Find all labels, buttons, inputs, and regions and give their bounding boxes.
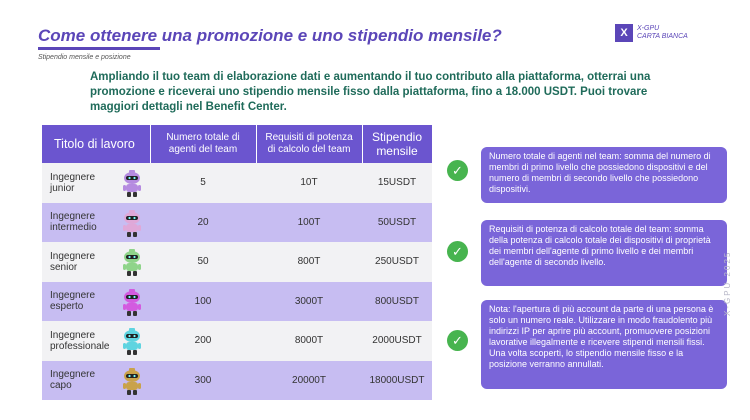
power-cell: 10T	[256, 163, 362, 203]
job-title-label: Ingegnere senior	[50, 250, 96, 273]
job-title-cell	[42, 321, 150, 361]
job-title-cell	[42, 203, 150, 243]
agents-cell: 300	[150, 361, 256, 401]
table-row	[42, 242, 432, 282]
agents-cell: 5	[150, 163, 256, 203]
salary-cell: 2000USDT	[362, 321, 432, 361]
robot-avatar-icon	[122, 366, 142, 396]
job-title-label: Ingegnere junior	[50, 171, 96, 194]
side-watermark: X-GPU 2025	[723, 250, 732, 316]
power-cell: 20000T	[256, 361, 362, 401]
note-agents: Numero totale di agenti nel team: somma del numero di membri di primo livello che possiedono dispositivi e del numero di membri di secondo livello che possiedono dispositivi.	[481, 147, 727, 203]
table-row	[42, 282, 432, 322]
check-icon: ✓	[447, 160, 468, 181]
robot-avatar-icon	[122, 208, 142, 238]
salary-cell: 250USDT	[362, 242, 432, 282]
check-icon: ✓	[447, 330, 468, 351]
agents-cell: 50	[150, 242, 256, 282]
agents-cell: 200	[150, 321, 256, 361]
logo-line-1: X-GPU	[637, 25, 660, 32]
job-title-cell	[42, 361, 150, 401]
table-row	[42, 361, 432, 401]
header-job-title: Titolo di lavoro	[42, 125, 150, 163]
check-icon: ✓	[447, 241, 468, 262]
table-row	[42, 163, 432, 203]
power-cell: 800T	[256, 242, 362, 282]
note-warning: Nota: l'apertura di più account da parte di una persona è solo un numero reale. Utilizzare in modo fraudolento più indirizzi IP per aprire più account, promuovere posizioni lavorative illegalmente e ricevere stipendi mensili fissi. Una volta scoperti, lo stipendio mensile fisso e la posizione verranno annullati.	[481, 300, 727, 389]
logo-line-2: CARTA BIANCA	[637, 33, 688, 40]
power-cell: 8000T	[256, 321, 362, 361]
salary-cell: 15USDT	[362, 163, 432, 203]
table-header-row	[42, 125, 432, 163]
salary-cell: 50USDT	[362, 203, 432, 243]
intro-paragraph: Ampliando il tuo team di elaborazione dati e aumentando il tuo contributo alla piattaforma, otterrai una promozione e riceverai uno stipendio mensile fisso dalla piattaforma, fino a 18.000 USDT. Puoi trovare maggiori dettagli nel Benefit Center.	[90, 71, 651, 113]
job-title-label: Ingegnere intermedio	[50, 211, 97, 234]
robot-avatar-icon	[122, 168, 142, 198]
note-power: Requisiti di potenza di calcolo totale del team: somma della potenza di calcolo totale dei dispositivi di proprietà dei membri dell'agente di primo livello e dei membri dell'agente di secondo livello.	[481, 220, 727, 286]
robot-avatar-icon	[122, 326, 142, 356]
salary-cell: 800USDT	[362, 282, 432, 322]
agents-cell: 20	[150, 203, 256, 243]
title-underline	[38, 47, 160, 50]
robot-avatar-icon	[122, 247, 142, 277]
header-salary: Stipendio mensile	[362, 125, 432, 163]
job-title-cell	[42, 242, 150, 282]
job-title-cell	[42, 282, 150, 322]
logo-x-icon: X	[615, 24, 633, 42]
header-agents: Numero totale di agenti del team	[150, 125, 256, 163]
robot-avatar-icon	[122, 287, 142, 317]
page-title: Come ottenere una promozione e uno stipendio mensile?	[38, 26, 502, 45]
brand-logo	[615, 24, 688, 42]
table-row	[42, 203, 432, 243]
job-title-label: Ingegnere professionale	[50, 329, 110, 352]
job-title-cell	[42, 163, 150, 203]
job-title-label: Ingegnere esperto	[50, 290, 96, 313]
salary-cell: 18000USDT	[362, 361, 432, 401]
power-cell: 100T	[256, 203, 362, 243]
page-subtitle: Stipendio mensile e posizione	[38, 54, 131, 61]
job-title-label: Ingegnere capo	[50, 369, 96, 392]
table-row	[42, 321, 432, 361]
agents-cell: 100	[150, 282, 256, 322]
logo-text	[637, 25, 688, 41]
power-cell: 3000T	[256, 282, 362, 322]
salary-table	[42, 125, 433, 400]
header-power: Requisiti di potenza di calcolo del team	[256, 125, 362, 163]
